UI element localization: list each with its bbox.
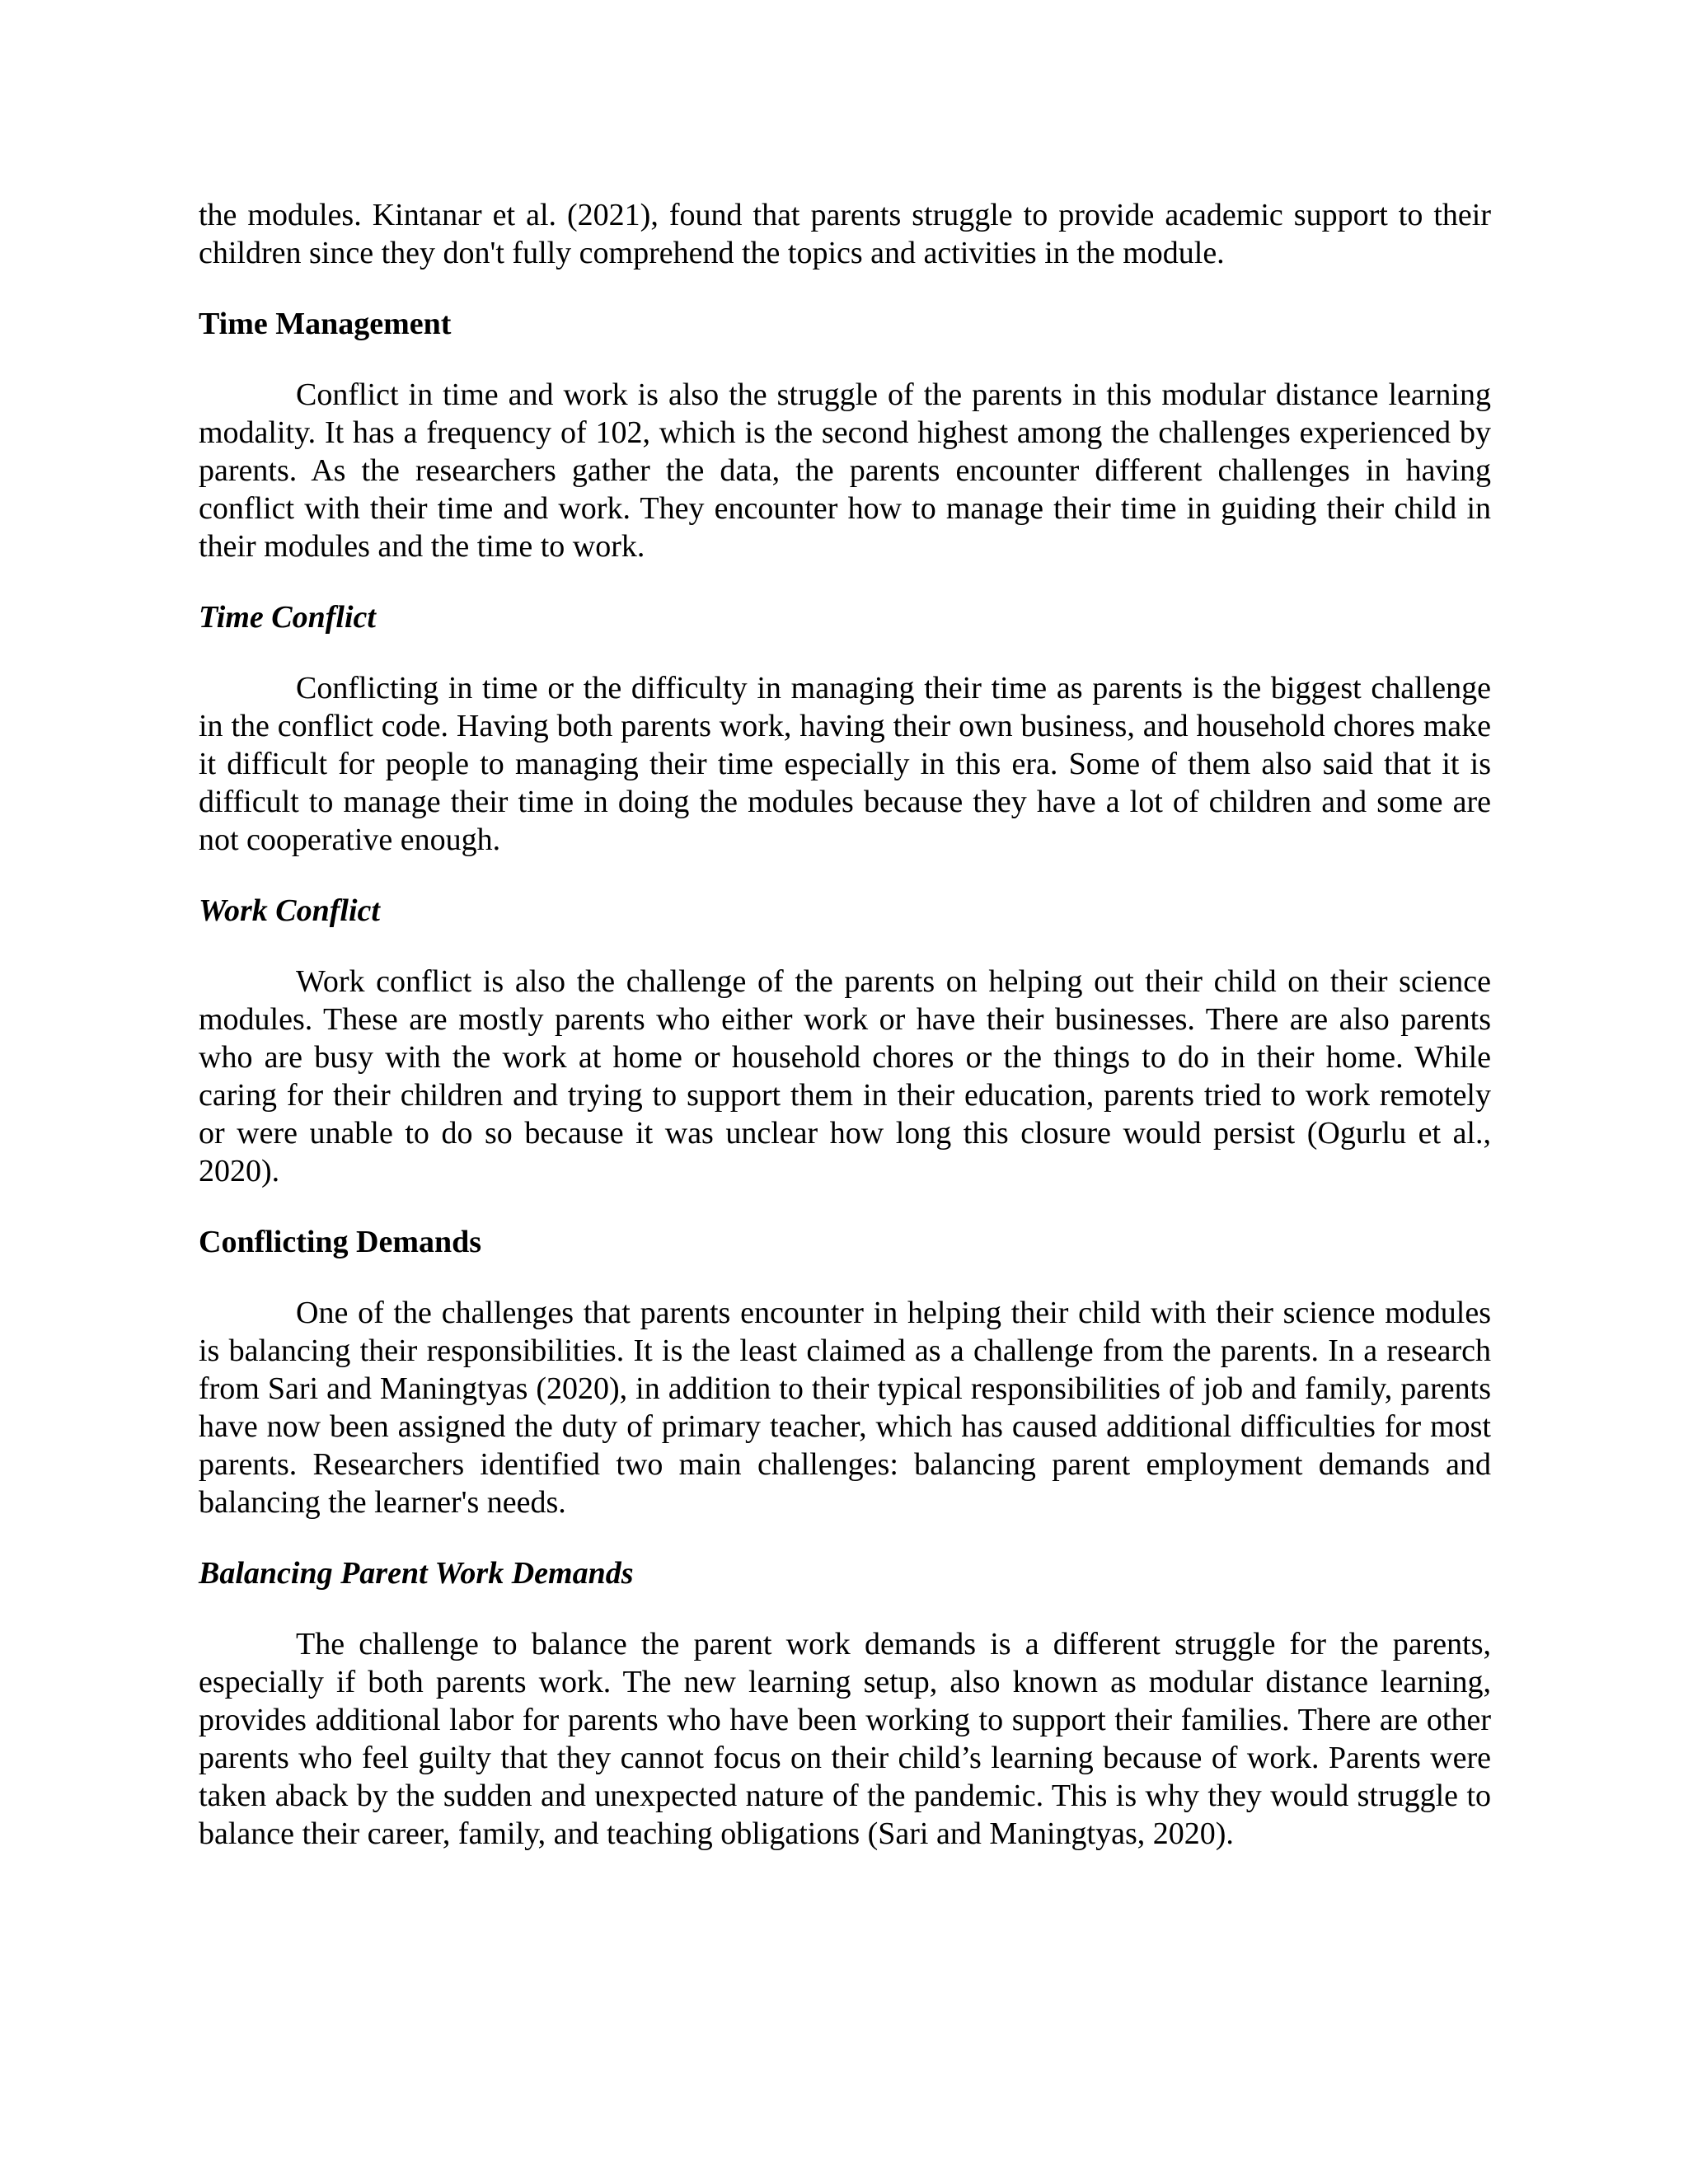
paragraph-conflicting-demands: One of the challenges that parents encounter in helping their child with their science modules is balancing their responsibilities. It is the least claimed as a challenge from the parents. In a research from Sari and Maningtyas (2020), in addition to their typical responsibilities of job and family, parents have now been assigned the duty of primary teacher, which has caused additional difficulties for most parents. Researchers identified two main challenges: balancing parent employment demands and balancing the learner's needs. [199,1296,1491,1520]
heading-conflicting-demands: Conflicting Demands [199,1225,482,1259]
paragraph-intro: the modules. Kintanar et al. (2021), found that parents struggle to provide academic support to their children since they don't fully comprehend the topics and activities in the module. [199,198,1491,270]
paragraph-time-conflict: Conflicting in time or the difficulty in managing their time as parents is the biggest challenge in the conflict code. Having both parents work, having their own business, and household chores make it difficult for people to managing their time especially in this era. Some of them also said that it is difficult to manage their time in doing the modules because they have a lot of children and some are not cooperative enough. [199,671,1491,857]
subheading-work-conflict: Work Conflict [199,893,380,928]
subheading-time-conflict: Time Conflict [199,600,376,635]
subheading-balancing-parent-work-demands: Balancing Parent Work Demands [199,1556,634,1591]
document-page [199,196,1491,1886]
paragraph-time-management: Conflict in time and work is also the struggle of the parents in this modular distance learning modality. It has a frequency of 102, which is the second highest among the challenges experienced by parents. As the researchers gather the data, the parents encounter different challenges in having conflict with their time and work. They encounter how to manage their time in guiding their child in their modules and the time to work. [199,377,1491,564]
paragraph-balancing-parent-work-demands: The challenge to balance the parent work demands is a different struggle for the parents, especially if both parents work. The new learning setup, also known as modular distance learning, provides additional labor for parents who have been working to support their families. There are other parents who feel guilty that they cannot focus on their child’s learning because of work. Parents were taken aback by the sudden and unexpected nature of the pandemic. This is why they would struggle to balance their career, family, and teaching obligations (Sari and Maningtyas, 2020). [199,1627,1491,1851]
paragraph-work-conflict: Work conflict is also the challenge of the parents on helping out their child on their science modules. These are mostly parents who either work or have their businesses. There are also parents who are busy with the work at home or household chores or the things to do in their home. While caring for their children and trying to support them in their education, parents tried to work remotely or were unable to do so because it was unclear how long this closure would persist (Ogurlu et al., 2020). [199,964,1491,1188]
heading-time-management: Time Management [199,307,452,341]
